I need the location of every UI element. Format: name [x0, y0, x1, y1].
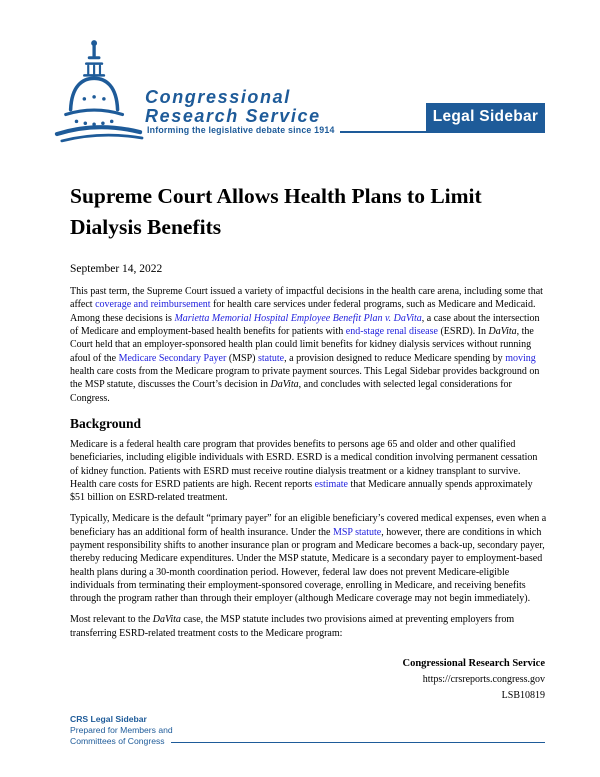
footer-doc-id: LSB10819 [501, 690, 545, 701]
text-link[interactable]: Medicare Secondary Payer [118, 352, 227, 364]
text-run: Medicare is a federal health care program that provides benefits to persons age 65 and older and other qualified beneficiaries, including eligible individuals with ESRD. ESRD is a medical condition involving permanent cessation of kidney function. Patients with ESRD must receive routine dialysis treatment or a kidney transplant to survive. Health care costs for ESRD patients are high. Recent reports [70, 439, 538, 491]
background-paragraph-2 [70, 512, 548, 605]
text-link[interactable]: Marietta Memorial Hospital Employee Benefit Plan v. DaVita [174, 312, 422, 324]
text-run: (MSP) [226, 352, 259, 364]
logo-tagline: Informing the legislative debate since 1914 [147, 125, 335, 135]
text-run: for health care services under federal programs, such as Medicare and Medicaid. Among these decisions is [70, 299, 536, 324]
text-run: , and concludes with selected legal considerations for Congress. [70, 379, 512, 404]
background-paragraph-3 [70, 613, 548, 640]
text-link[interactable]: statute [258, 352, 285, 364]
text-link[interactable]: estimate [314, 479, 348, 491]
intro-paragraph [70, 285, 548, 405]
footer-right [402, 656, 545, 704]
footer-divider [171, 742, 545, 744]
text-run: health care costs from the Medicare program to private payment sources. This Legal Sidebar provides background on the MSP statute, discusses the Court’s decision in [70, 366, 540, 391]
text-run: , a case about the intersection of Medicare and employment-based health benefits for patients with [70, 312, 540, 338]
document-date: September 14, 2022 [70, 263, 163, 275]
text-run: that Medicare annually spends approximately $51 billion on ESRD-related treatment. [70, 479, 533, 504]
text-run: , a provision designed to reduce Medicare spending by [284, 352, 506, 364]
footer-left-title: CRS Legal Sidebar [70, 714, 147, 724]
logo-line2: Research Service [145, 106, 321, 126]
page-title: Supreme Court Allows Health Plans to Limit Dialysis Benefits [70, 184, 482, 239]
text-link[interactable]: moving [505, 352, 536, 364]
text-run: This past term, the Supreme Court issued a variety of impactful decisions in the health care arena, including some that affect [70, 286, 543, 311]
text-link[interactable]: MSP statute [332, 526, 382, 538]
text-run: DaVita [152, 614, 181, 626]
background-paragraph-1 [70, 438, 548, 505]
text-run: case, the MSP statute includes two provisions aimed at preventing employers from transferring ESRD-related treatment costs to the Medicare program: [70, 614, 515, 639]
header-divider [340, 131, 545, 133]
text-run: , however, there are conditions in which payment responsibility shifts to another insurance plan or program and Medicare becomes a back-up, secondary payer, thereby reducing Medicare expenditures. Under the MSP statute, Medicare is a secondary payer to employment-based health plans during a 30-month coordination period. However, federal law does not prevent Medicare-eligible individuals from terminating their employment-sponsored coverage, enrolling in Medicare, and receiving benefits through the program rather than through their employer (although Medicare coverage may not begin immediately). [70, 526, 545, 605]
text-run: Typically, Medicare is the default “primary payer” for an eligible beneficiary’s covered medical expenses, even when a beneficiary has an additional form of health insurance. Under the [70, 513, 547, 538]
text-run: DaVita [270, 379, 299, 391]
footer-left-line3: Committees of Congress [70, 736, 165, 746]
text-run: (ESRD). In [437, 326, 489, 338]
logo-wordmark [145, 88, 321, 126]
text-run: DaVita [488, 326, 517, 338]
document-content [70, 181, 548, 647]
legal-sidebar-badge-label: Legal Sidebar [432, 108, 539, 125]
text-run: , the Court held that an employer-sponsored health plan could limit benefits for kidney dialysis services without running afoul of the [70, 326, 534, 364]
legal-sidebar-badge [426, 103, 545, 131]
footer-left-line2: Prepared for Members and [70, 725, 173, 735]
footer-org-name: Congressional Research Service [402, 658, 545, 669]
background-heading: Background [70, 416, 142, 432]
text-link[interactable]: end-stage renal disease [345, 326, 438, 338]
capitol-dome-icon [54, 36, 144, 153]
text-run: Most relevant to the [70, 614, 153, 626]
text-link[interactable]: coverage and reimbursement [95, 299, 211, 311]
footer-url-link[interactable]: https://crsreports.congress.gov [422, 674, 545, 685]
logo-line1: Congressional [145, 87, 291, 107]
footer-left [70, 714, 545, 747]
